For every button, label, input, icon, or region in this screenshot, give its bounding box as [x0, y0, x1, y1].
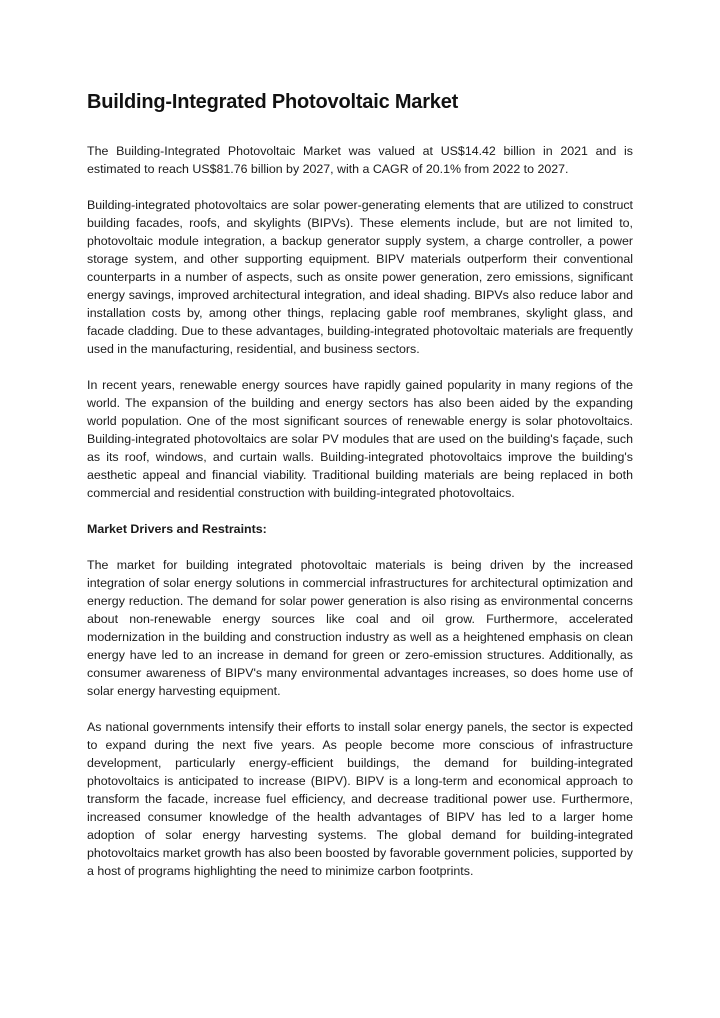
section-heading-drivers: Market Drivers and Restraints:	[87, 522, 267, 536]
document-page	[87, 86, 633, 898]
paragraph-market-drivers: The market for building integrated photovoltaic materials is being driven by the increased integration of solar energy solutions in commercial infrastructures for architectural optimization and energy reduction. The demand for solar power generation is also rising as environmental concerns about non-renewable energy sources like coal and oil grow. Furthermore, accelerated modernization in the building and construction industry as well as a heightened emphasis on clean energy have led to an increase in demand for green or zero-emission structures. Additionally, as consumer awareness of BIPV's many environmental advantages increases, so does home use of solar energy harvesting equipment.	[87, 558, 633, 698]
paragraph-renewable-energy: In recent years, renewable energy sources have rapidly gained popularity in many regions of the world. The expansion of the building and energy sectors has also been aided by the expanding world population. One of the most significant sources of renewable energy is solar photovoltaics. Building-integrated photovoltaics are solar PV modules that are used on the building's façade, such as its roof, windows, and curtain walls. Building-integrated photovoltaics improve the building's aesthetic appeal and financial viability. Traditional building materials are being replaced in both commercial and residential construction with building-integrated photovoltaics.	[87, 378, 633, 500]
paragraph-market-value: The Building-Integrated Photovoltaic Market was valued at US$14.42 billion in 2021 and is estimated to reach US$81.76 billion by 2027, with a CAGR of 20.1% from 2022 to 2027.	[87, 144, 633, 176]
paragraph-bipv-definition: Building-integrated photovoltaics are solar power-generating elements that are utilized to construct building facades, roofs, and skylights (BIPVs). These elements include, but are not limited to, photovoltaic module integration, a backup generator supply system, a charge controller, a power storage system, and other supporting equipment. BIPV materials outperform their conventional counterparts in a number of aspects, such as onsite power generation, zero emissions, significant energy savings, improved architectural integration, and ideal shading. BIPVs also reduce labor and installation costs by, among other things, replacing gable roof membranes, skylight glass, and facade cladding. Due to these advantages, building-integrated photovoltaic materials are frequently used in the manufacturing, residential, and business sectors.	[87, 198, 633, 356]
paragraph-government-policy: As national governments intensify their efforts to install solar energy panels, the sector is expected to expand during the next five years. As people become more conscious of infrastructure development, particularly energy-efficient buildings, the demand for building-integrated photovoltaics is anticipated to increase (BIPV). BIPV is a long-term and economical approach to transform the facade, increase fuel efficiency, and decrease traditional power use. Furthermore, increased consumer knowledge of the health advantages of BIPV has led to a larger home adoption of solar energy harvesting systems. The global demand for building-integrated photovoltaics market growth has also been boosted by favorable government policies, supported by a host of programs highlighting the need to minimize carbon footprints.	[87, 720, 633, 878]
document-title: Building-Integrated Photovoltaic Market	[87, 91, 459, 113]
